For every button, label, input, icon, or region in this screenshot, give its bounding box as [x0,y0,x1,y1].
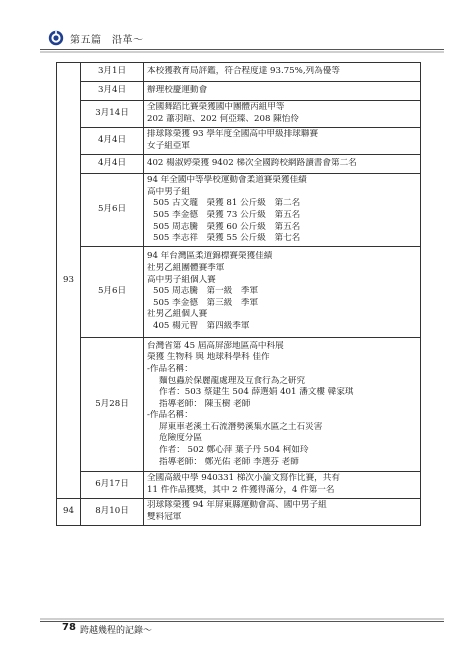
date-cell: 8月10日 [81,499,144,526]
event-row [57,174,421,247]
event-row [57,63,421,82]
event-line: 405 楊元智 第四級季軍 [153,320,250,331]
event-row [57,101,421,128]
event-cell [144,155,421,174]
event-cell [144,499,421,526]
header-rule [40,49,444,50]
event-cell [144,63,421,82]
event-line: 指導老師： 鄭光佑 老師 李選芬 老師 [159,456,299,467]
event-line: 94 年台灣區柔道錦標賽榮獲佳績 [147,251,273,262]
event-line: 高中男子組個人賽 [147,274,216,285]
event-line: 本校獲教育局評鑑，符合程度達 93.75%,列為優等 [147,66,340,77]
event-row [57,82,421,101]
event-line: 高中男子組 [147,186,190,197]
event-cell [144,338,421,472]
event-cell [144,82,421,101]
event-line: 全國高級中學 940331 梯次小論文寫作比賽，共有 [147,473,340,484]
event-line: 505 周志騰 榮獲 60 公斤級 第五名 [153,221,301,232]
event-line: 全國舞蹈比賽榮獲國中團體丙組甲等 [147,102,285,113]
date-cell: 3月1日 [81,63,144,82]
footer-shadow-rule [40,618,444,620]
event-row [57,155,421,174]
event-line: 94 年全國中等學校運動會柔道賽榮獲佳績 [147,175,307,186]
header-shadow-rule [40,51,444,53]
event-line: 作者： 502 鄭心萍 葉子丹 504 柯如玲 [159,445,309,456]
event-line: 505 李志祥 榮獲 55 公斤級 第七名 [153,233,301,244]
date-cell: 3月14日 [81,101,144,128]
school-logo-icon [48,30,64,46]
event-line: 作者：503 蔡建生 504 薛選娟 401 潘文樓 韓家琪 [159,387,354,398]
event-line: 402 楊淑婷榮獲 9402 梯次全國跨校網路讀書會第二名 [147,158,357,169]
year-cell: 94 [57,499,81,526]
event-line: 羽球隊榮獲 94 年屏東縣運動會高、國中男子組 [147,500,327,511]
event-line: 社男乙組個人賽 [147,309,208,320]
event-line: 台灣省第 45 屆高屏澎地區高中科展 [147,340,284,351]
event-line: 排球隊榮獲 93 學年度全國高中甲級排球聯賽 [147,129,319,140]
event-line: 505 李金德 榮獲 73 公斤級 第五名 [153,210,301,220]
event-cell [144,472,421,499]
page-header [40,27,440,51]
footer-rule [40,621,444,622]
date-cell: 4月4日 [81,128,144,155]
event-cell [144,101,421,128]
history-events-table [56,62,421,526]
event-line: 505 周志騰 第一級 季軍 [153,286,259,297]
event-line: -作品名稱： [147,410,193,421]
event-cell [144,247,421,338]
event-line: 辦理校慶運動會 [147,85,208,96]
event-cell [144,128,421,155]
event-line: 202 蕭羽暄、202 何亞臻、208 陳怡伶 [147,114,299,124]
event-row [57,499,421,526]
chapter-title: 第五篇 沿革～ [70,35,144,46]
event-line: 社男乙組團體賽季軍 [147,263,225,274]
event-row [57,338,421,472]
event-line: 雙料冠軍 [147,512,182,522]
page-number: 78 [62,622,76,633]
event-line: 指導老師： 陳玉樹 老師 [159,398,251,409]
event-line: 榮獲 生物科 與 地球科學科 佳作 [147,352,270,363]
event-line: 505 李金德 第三級 季軍 [153,297,259,308]
event-line: 505 古文瓏 榮獲 81 公斤級 第二名 [153,198,301,209]
event-line: 女子組亞軍 [147,141,190,151]
event-line: 屏東車老溪土石流潛勢溪集水區之土石災害 [159,421,323,432]
footer-title: 跨越幾程的記錄～ [80,626,153,636]
event-row [57,128,421,155]
event-line: 危險度分區 [159,433,202,444]
date-cell: 4月4日 [81,155,144,174]
event-cell [144,174,421,247]
date-cell: 6月17日 [81,472,144,499]
year-cell: 93 [57,63,81,499]
event-line: 麵包蟲於保麗龍處理及互食行為之研究 [159,375,306,386]
date-cell: 5月28日 [81,338,144,472]
date-cell: 5月6日 [81,174,144,247]
date-cell: 3月4日 [81,82,144,101]
event-row [57,247,421,338]
date-cell: 5月6日 [81,247,144,338]
event-line: 11 件作品獲獎，其中 2 件獲得滿分，4 件第一名 [147,485,335,495]
event-row [57,472,421,499]
event-line: -作品名稱： [147,363,193,374]
